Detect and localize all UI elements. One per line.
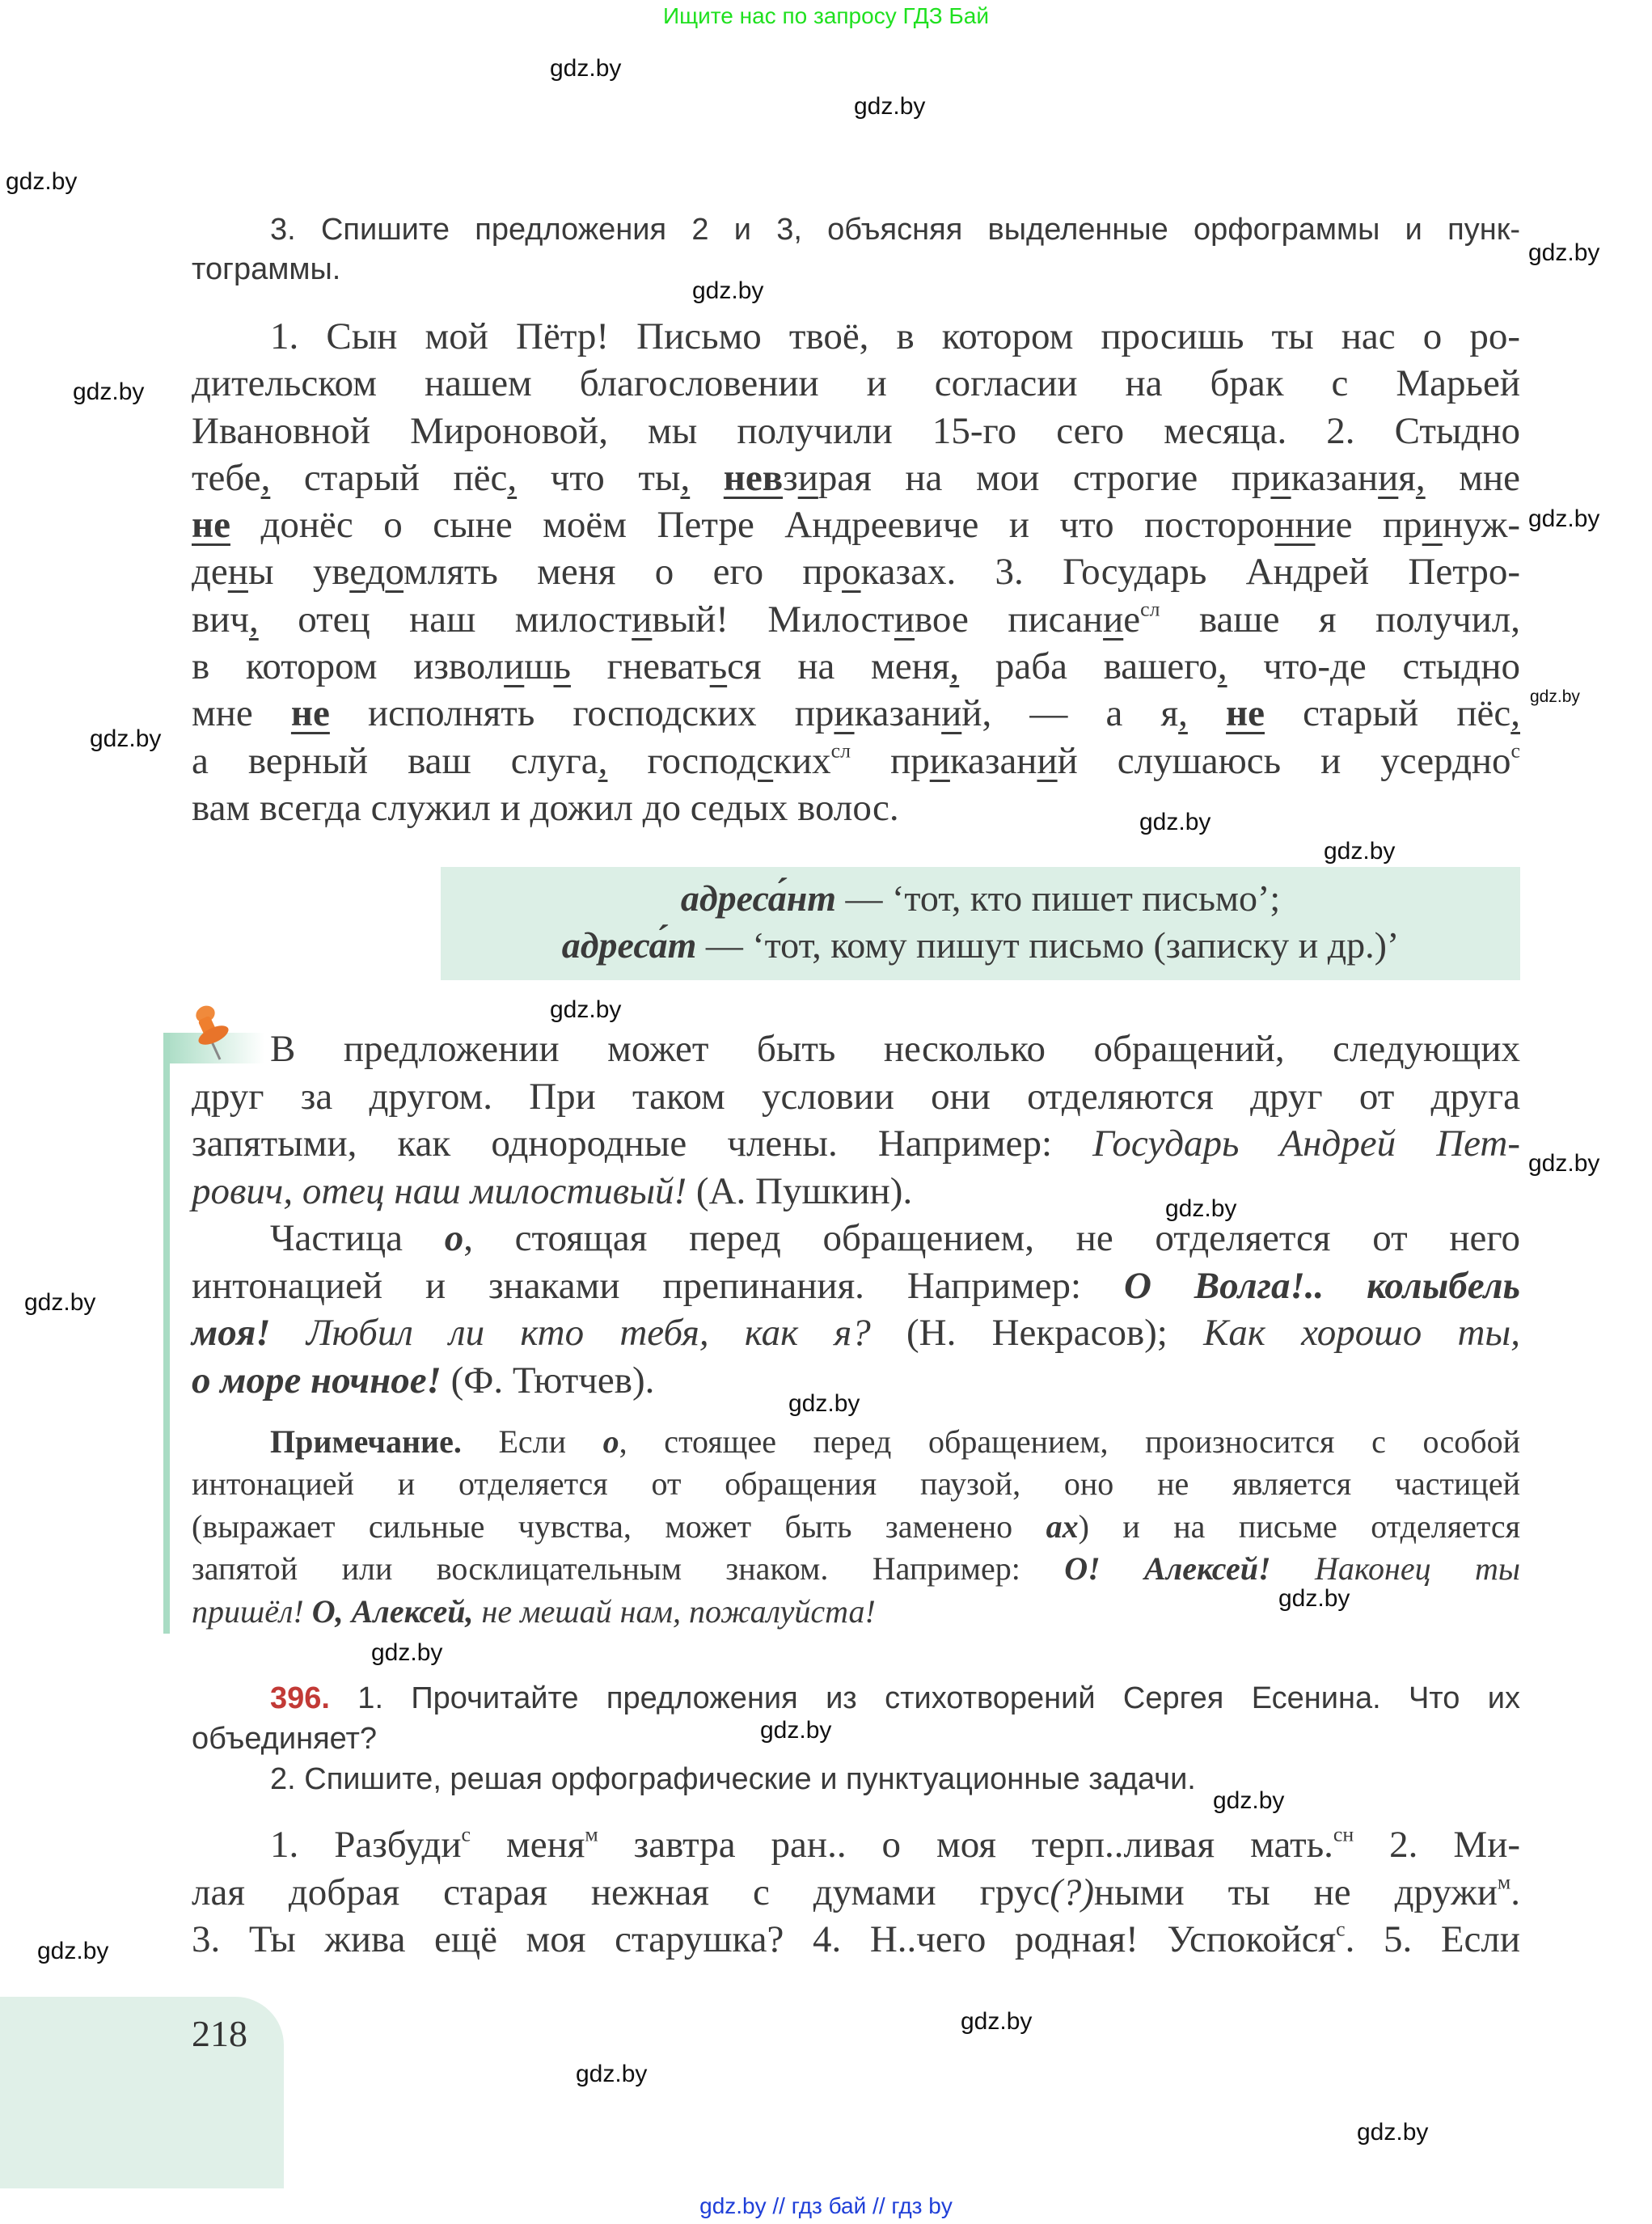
- text-run: запятыми, как однородные члены. Например:: [192, 1123, 1093, 1165]
- bold-underlined-letter: не: [1226, 692, 1265, 735]
- text-run: казан: [1291, 456, 1379, 499]
- text-line: [192, 1678, 1520, 1719]
- superscript-mark: сл: [1140, 597, 1160, 621]
- text-run: ными ты не дружи: [1094, 1871, 1498, 1913]
- watermark: gdz.by: [550, 55, 622, 82]
- bold-italic-text: О Волга!.. колыбель: [1123, 1264, 1520, 1307]
- underlined-letter: и: [894, 598, 915, 641]
- watermark: gdz.by: [1139, 809, 1211, 835]
- watermark: gdz.by: [1528, 505, 1600, 532]
- underlined-letter: ,: [1178, 692, 1188, 735]
- text-run: интонацией и отделяется от обращения паузой, оно не является частицей: [192, 1465, 1520, 1503]
- superscript-mark: с: [1336, 1917, 1346, 1941]
- watermark: gdz.by: [1528, 1150, 1600, 1177]
- underlined-letter: и: [834, 692, 855, 735]
- bold-italic-text: моя!: [192, 1312, 271, 1354]
- text-run: — ‘тот, кому пишут письмо (записку и др.)’: [696, 924, 1400, 966]
- text-run: 1. Прочитайте предложения из стихотворений Сергея Есенина. Что их: [329, 1681, 1520, 1715]
- text-run: В предложении может быть несколько обращений, следующих: [270, 1028, 1520, 1070]
- watermark: gdz.by: [692, 277, 764, 304]
- underlined-letter: ь: [709, 645, 728, 688]
- text-run: д: [365, 551, 386, 594]
- text-line: [192, 1262, 1520, 1310]
- text-line: [192, 1073, 1520, 1121]
- text-line: [192, 1168, 1520, 1216]
- exercise-396-sentences: [192, 1821, 1520, 1964]
- text-run: ие пр: [1315, 504, 1422, 547]
- watermark: gdz.by: [6, 168, 78, 195]
- watermark: gdz.by: [37, 1938, 109, 1964]
- watermark: gdz.by: [854, 93, 926, 120]
- text-run: казах. 3. Государь Андрей Петро-: [860, 551, 1520, 594]
- underlined-letter: ,: [598, 739, 608, 782]
- text-run: Частица: [270, 1217, 445, 1259]
- text-line: [192, 1120, 1520, 1168]
- text-run: [1188, 692, 1226, 734]
- underlined-letter: ,: [949, 645, 960, 688]
- bold-italic-text: О, Алексей,: [311, 1592, 474, 1630]
- text-run: — ‘тот, кто пишет письмо’;: [836, 877, 1281, 919]
- exercise-number: 396.: [270, 1681, 330, 1715]
- text-run: (А. Пушкин).: [687, 1169, 913, 1212]
- bold-italic-text: о: [444, 1217, 464, 1259]
- text-run: ваше я получил,: [1160, 598, 1520, 641]
- text-line: [192, 250, 1520, 290]
- text-line: [192, 1309, 1520, 1357]
- text-line: [192, 210, 1520, 250]
- text-run: 3. Ты жива ещё моя старушка? 4. Н..чего родная! Успокойся: [192, 1918, 1337, 1960]
- text-line: [192, 643, 1520, 690]
- watermark: gdz.by: [576, 2061, 648, 2087]
- text-line: [192, 1916, 1520, 1964]
- text-run: ы ув: [247, 551, 350, 594]
- underlined-letter: и: [1103, 598, 1124, 641]
- text-run: вич: [192, 598, 249, 641]
- text-run: 1. Разбуди: [270, 1824, 462, 1866]
- text-run: ) и на письме отделяется: [1078, 1507, 1520, 1545]
- text-run: л: [484, 645, 505, 688]
- text-line: [441, 875, 1520, 922]
- text-run: казан: [949, 739, 1037, 782]
- italic-text: Государь Андрей Пет-: [1092, 1123, 1520, 1165]
- superscript-mark: сн: [1333, 1822, 1354, 1846]
- watermark: gdz.by: [961, 2008, 1033, 2035]
- underlined-letter: и: [504, 645, 525, 688]
- watermark: gdz.by: [550, 996, 622, 1023]
- bold-underlined-letter: не: [290, 692, 330, 735]
- text-line: [192, 1821, 1520, 1869]
- text-run: де: [192, 551, 228, 594]
- underlined-letter: ,: [1415, 456, 1426, 499]
- text-run: объединяет?: [192, 1722, 378, 1756]
- text-run: вый! Милост: [652, 598, 894, 641]
- underlined-letter: ,: [680, 456, 691, 499]
- text-run: а верный ваш слуга: [192, 739, 598, 782]
- watermark: gdz.by: [760, 1717, 832, 1744]
- text-run: е: [1123, 598, 1141, 641]
- text-line: [192, 548, 1520, 595]
- italic-text: (?): [1050, 1871, 1094, 1913]
- italic-text: рович, отец наш милостивый!: [192, 1169, 687, 1212]
- text-run: отец наш милост: [258, 598, 632, 641]
- text-run: дительском нашем благословении и согласии на брак с Марьей: [192, 362, 1520, 405]
- text-run: тебе: [192, 456, 261, 499]
- page-number: 218: [192, 2013, 247, 2054]
- text-run: мне: [1425, 456, 1520, 499]
- text-line: [192, 1548, 1520, 1590]
- text-run: нуж-: [1442, 504, 1520, 547]
- text-run: пр: [851, 739, 930, 782]
- text-line: [192, 501, 1520, 548]
- text-run: раба вашего: [959, 645, 1218, 688]
- text-line: [192, 784, 1520, 831]
- rule-text: [192, 1025, 1520, 1404]
- underlined-letter: н: [227, 551, 248, 594]
- text-run: мне: [192, 692, 291, 735]
- italic-text: не мешай нам, пожалуйста!: [473, 1592, 876, 1630]
- text-run: ких: [773, 739, 831, 782]
- text-run: з: [783, 456, 798, 499]
- text-run: казан: [854, 692, 942, 735]
- superscript-mark: м: [1497, 1870, 1511, 1894]
- bold-italic-text: ах: [1046, 1507, 1079, 1545]
- text-run: 2. Спишите, решая орфографические и пунктуационные задачи.: [270, 1762, 1196, 1796]
- text-line: [192, 596, 1520, 643]
- italic-text: Наконец ты: [1314, 1550, 1520, 1588]
- bold-italic-text: о: [602, 1423, 619, 1460]
- underlined-letter: о: [842, 551, 861, 594]
- text-run: ся на меня: [727, 645, 950, 688]
- text-line: [192, 1759, 1520, 1799]
- text-run: тограммы.: [192, 252, 341, 286]
- watermark: gdz.by: [1357, 2119, 1429, 2146]
- bold-italic-text: О! Алексей!: [1064, 1550, 1271, 1588]
- definitions: [441, 875, 1520, 969]
- text-run: вам всегда служил и дожил до седых волос.: [192, 786, 899, 829]
- text-run: ш: [524, 645, 554, 688]
- text-line: [192, 408, 1520, 455]
- text-line: [192, 1421, 1520, 1463]
- watermark: gdz.by: [788, 1390, 860, 1417]
- underlined-letter: ,: [1510, 692, 1520, 735]
- text-run: , стоящее перед обращением, произносится с особой: [619, 1423, 1520, 1460]
- footer-links[interactable]: gdz.by // гдз бай // гдз by: [699, 2193, 953, 2218]
- bold-underlined-letter: не: [192, 504, 230, 547]
- text-run: старый пёс: [1264, 692, 1511, 735]
- text-line: [192, 1869, 1520, 1917]
- text-run: донёс о сыне моём Петре Андреевиче и что посторо: [230, 504, 1275, 547]
- superscript-mark: с: [461, 1822, 471, 1846]
- text-run: (Н. Некрасов);: [870, 1312, 1204, 1354]
- text-line: [192, 313, 1520, 360]
- text-run: меня: [471, 1824, 585, 1866]
- watermark: gdz.by: [73, 378, 145, 405]
- underlined-letter: ,: [507, 456, 518, 499]
- superscript-mark: с: [1510, 738, 1520, 763]
- bold-italic-text: о море ночное!: [192, 1359, 442, 1402]
- bold-underlined-letter: нев: [723, 456, 784, 499]
- underlined-letter: о: [385, 551, 404, 594]
- text-run: друг за другом. При таком условии они отделяются друг от друга: [192, 1075, 1520, 1118]
- underlined-letter: и: [1270, 456, 1291, 499]
- watermark: gdz.by: [1213, 1787, 1285, 1814]
- underlined-letter: и: [632, 598, 653, 641]
- text-run: 3. Спишите предложения 2 и 3, объясняя выделенные орфограммы и пунк-: [270, 213, 1520, 247]
- text-run: Если: [461, 1423, 603, 1460]
- text-line: [192, 1025, 1520, 1073]
- underlined-letter: дс: [737, 739, 774, 782]
- text-run: Ивановной Мироновой, мы получили 15-го сего месяца. 2. Стыдно: [192, 409, 1520, 452]
- text-run: лая добрая старая нежная с думами грус: [192, 1871, 1050, 1913]
- text-run: й слушаюсь и усердно: [1057, 739, 1511, 782]
- superscript-mark: м: [585, 1822, 598, 1846]
- text-run: что ты: [517, 456, 681, 499]
- text-line: [192, 360, 1520, 407]
- text-run: гневат: [570, 645, 710, 688]
- superscript-mark: сл: [830, 738, 851, 763]
- watermark: gdz.by: [1528, 239, 1600, 266]
- text-run: 1. Сын мой Пётр! Письмо твоё, в котором просишь ты нас о ро-: [270, 315, 1520, 357]
- underlined-letter: и: [1378, 456, 1399, 499]
- text-line: [192, 1506, 1520, 1548]
- underlined-letter: ,: [260, 456, 271, 499]
- text-line: [192, 738, 1520, 784]
- watermark: gdz.by: [1165, 1195, 1237, 1222]
- text-run: (выражает сильные чувства, может быть заменено: [192, 1507, 1046, 1545]
- italic-text: Как хорошо ты,: [1203, 1312, 1521, 1354]
- text-run: старый пёс: [270, 456, 508, 499]
- text-run: завтра ран.. о моя терп..ливая мать.: [598, 1824, 1333, 1866]
- text-line: [441, 922, 1520, 969]
- text-run: запятой или восклицательным знаком. Например:: [192, 1550, 1065, 1588]
- text-run: исполнять господских пр: [329, 692, 834, 735]
- letter-excerpt: [192, 313, 1520, 831]
- underlined-letter: и: [1422, 504, 1443, 547]
- text-run: интонацией и знаками препинания. Например:: [192, 1264, 1124, 1307]
- text-line: [192, 1215, 1520, 1262]
- watermark: gdz.by: [90, 725, 162, 752]
- rule-accent-bar: [163, 1033, 170, 1634]
- underlined-letter: ,: [1217, 645, 1227, 688]
- text-line: [192, 690, 1520, 737]
- text-run: в котором изво: [192, 645, 485, 688]
- text-run: [690, 457, 724, 499]
- italic-text: Любил ли кто тебя, как я?: [306, 1312, 871, 1354]
- text-run: [1271, 1550, 1315, 1587]
- italic-text: пришёл!: [192, 1592, 312, 1630]
- text-line: [192, 1719, 1520, 1759]
- watermark: gdz.by: [1530, 687, 1580, 706]
- text-run: я: [1398, 456, 1416, 499]
- text-run: госпо: [607, 739, 737, 782]
- watermark: gdz.by: [1324, 838, 1396, 865]
- search-hint-banner: Ищите нас по запросу ГДЗ Бай: [662, 3, 990, 28]
- text-run: (Ф. Тютчев).: [441, 1359, 655, 1402]
- underlined-letter: и: [797, 456, 818, 499]
- text-line: [192, 1463, 1520, 1505]
- underlined-letter: нн: [1274, 504, 1316, 547]
- text-run: вое писан: [915, 598, 1104, 641]
- text-run: что-де стыдно: [1227, 645, 1520, 688]
- text-run: , стоящая перед обращением, не отделяется от него: [463, 1217, 1520, 1259]
- underlined-letter: ,: [248, 598, 259, 641]
- text-run: рая на мои строгие пр: [818, 456, 1271, 499]
- watermark: gdz.by: [24, 1289, 96, 1316]
- underlined-letter: е: [349, 551, 366, 594]
- task-3-instructions: [192, 210, 1520, 290]
- underlined-letter: и: [1037, 739, 1058, 782]
- underlined-letter: и: [929, 739, 950, 782]
- text-run: 2. Ми-: [1354, 1824, 1520, 1866]
- bold-text: Примечание.: [270, 1423, 462, 1460]
- watermark: gdz.by: [371, 1639, 443, 1666]
- text-run: . 5. Если: [1345, 1918, 1520, 1960]
- bold-italic-text: адреса́нт: [680, 877, 837, 919]
- text-run: .: [1510, 1871, 1520, 1913]
- text-run: й, — а я: [961, 692, 1179, 735]
- underlined-letter: и: [941, 692, 962, 735]
- text-run: млять меня о его пр: [403, 551, 843, 594]
- text-run: [271, 1312, 306, 1354]
- exercise-396-instructions: [192, 1678, 1520, 1799]
- text-line: [192, 455, 1520, 501]
- underlined-letter: ь: [553, 645, 571, 688]
- bold-italic-text: адреса́т: [561, 924, 697, 966]
- watermark: gdz.by: [1278, 1585, 1350, 1612]
